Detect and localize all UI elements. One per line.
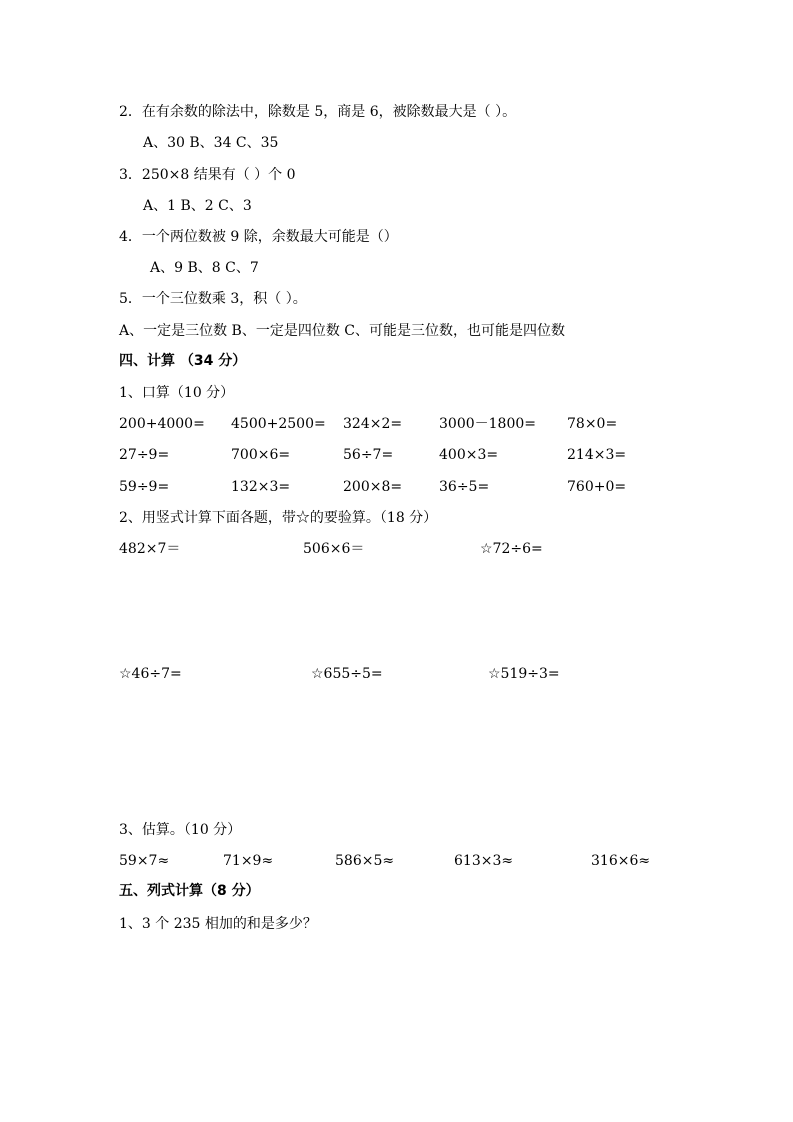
oral-item: 214×3= (567, 447, 627, 463)
question-3: 3．250×8 结果有（ ）个 0 (119, 167, 296, 183)
oral-item: 27÷9= (119, 447, 170, 463)
question-5: 5．一个三位数乘 3，积（ ）。 (119, 291, 307, 307)
oral-item: 400×3= (439, 447, 499, 463)
question-4: 4．一个两位数被 9 除，余数最大可能是（） (119, 229, 398, 245)
estimate-item: 316×6≈ (591, 853, 651, 869)
oral-item: 132×3= (231, 479, 291, 495)
vertical-item: 482×7＝ (119, 541, 181, 557)
oral-item: 78×0= (567, 416, 618, 432)
estimate-item: 71×9≈ (223, 853, 274, 869)
question-2: 2．在有余数的除法中，除数是 5，商是 6，被除数最大是（ ）。 (119, 104, 517, 120)
oral-calc-heading: 1、口算（10 分） (119, 385, 235, 401)
estimate-item: 59×7≈ (119, 853, 170, 869)
estimate-heading: 3、估算。（10 分） (119, 822, 242, 838)
oral-item: 56÷7= (343, 447, 394, 463)
oral-item: 3000－1800= (439, 416, 536, 432)
section-5-question-1: 1、3 个 235 相加的和是多少？ (119, 916, 317, 932)
oral-item: 200+4000= (119, 416, 205, 432)
vertical-calc-heading: 2、用竖式计算下面各题，带☆的要验算。（18 分） (119, 510, 438, 526)
estimate-item: 586×5≈ (335, 853, 395, 869)
question-5-options: A、一定是三位数 B、一定是四位数 C、可能是三位数，也可能是四位数 (119, 323, 566, 339)
section-4-title: 四、计算 （34 分） (119, 353, 247, 369)
oral-item: 200×8= (343, 479, 403, 495)
vertical-item: 506×6＝ (303, 541, 365, 557)
oral-item: 4500+2500= (231, 416, 326, 432)
vertical-item: ☆72÷6= (480, 541, 543, 557)
oral-item: 36÷5= (439, 479, 490, 495)
oral-item: 324×2= (343, 416, 403, 432)
oral-item: 760+0= (567, 479, 627, 495)
oral-item: 700×6= (231, 447, 291, 463)
estimate-item: 613×3≈ (454, 853, 514, 869)
oral-item: 59÷9= (119, 479, 170, 495)
question-4-options: A、9 B、8 C、7 (150, 260, 259, 276)
section-5-title: 五、列式计算（8 分） (119, 883, 260, 899)
vertical-item: ☆519÷3= (488, 666, 560, 682)
question-2-options: A、30 B、34 C、35 (143, 135, 279, 151)
vertical-item: ☆655÷5= (311, 666, 383, 682)
vertical-item: ☆46÷7= (119, 666, 182, 682)
question-3-options: A、1 B、2 C、3 (143, 198, 252, 214)
